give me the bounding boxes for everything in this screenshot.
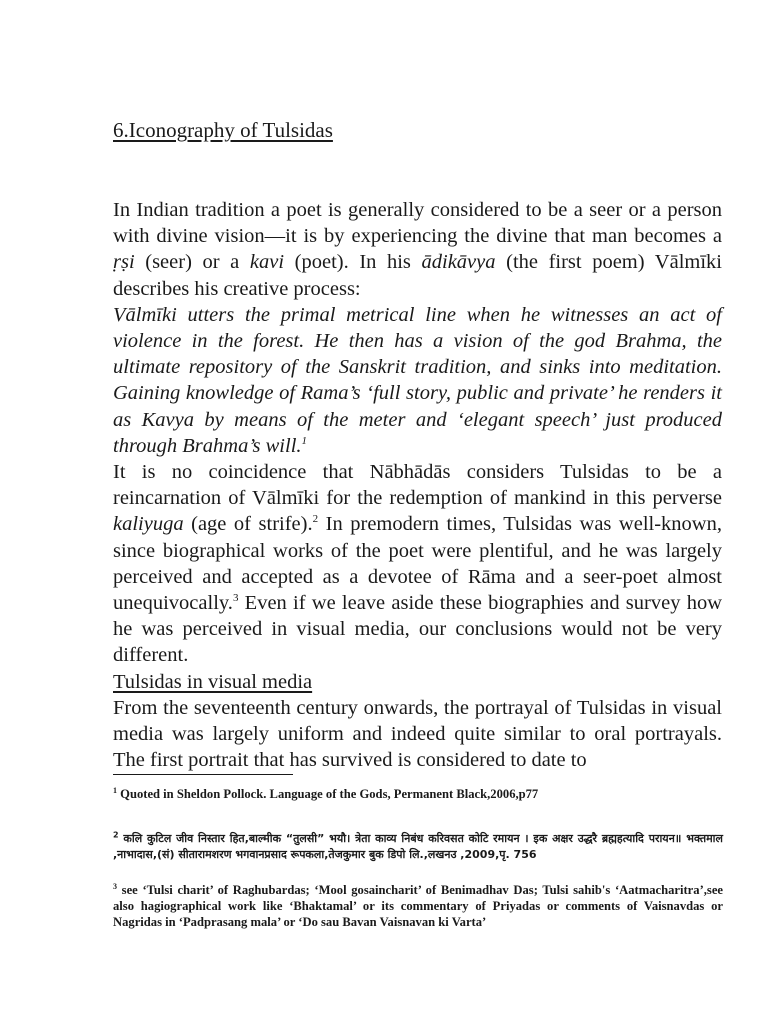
footnote-ref-3[interactable]: 3 bbox=[232, 592, 239, 605]
term-rsi: ṛṣi bbox=[113, 251, 135, 274]
footnote-text: see ‘Tulsi charit’ of Raghubardas; ‘Mool gosaincharit’ of Benimadhav Das; Tulsi sahib's ‘Aatmacharitra’,see also hagiographical work like ‘Bhaktamal’ or its commentary of Priyadas or comments of Vaisnavdas or Nagridas in ‘Padprasang mala’ or ‘Do sau Bavan Vaisnavan ki Varta’ bbox=[113, 883, 723, 929]
footnote-text: Quoted in Sheldon Pollock. Language of the Gods, Permanent Black,2006,p77 bbox=[117, 787, 539, 801]
footnote-text: कलि कुटिल जीव निस्तार हित,बाल्मीक “तुलसी” भयौ। त्रेता काव्य निबंध करिवसत कोटि रमायन । इक अक्षर उद्धरै ब्रह्महत्यादि परायन॥ भक्तमाल ,नाभादास,(सं) सीतारामशरण भगवानप्रसाद रूपकला,तेजकुमार बुक डिपो लि.,लखनउ ,2009,पृ. 756 bbox=[113, 832, 723, 861]
footnote-ref-2[interactable]: 2 bbox=[312, 513, 319, 526]
footnote-number: 2 bbox=[113, 830, 119, 840]
footnote-number: 3 bbox=[113, 881, 117, 891]
block-quote bbox=[113, 302, 722, 459]
visual-media-paragraph: From the seventeenth century onwards, the portrayal of Tulsidas in visual media was largely uniform and indeed quite similar to oral portrayals. The first portrait that has survived is considered to date to bbox=[113, 696, 722, 772]
coincidence-text-2: (age of strife). bbox=[183, 513, 313, 536]
intro-text-2: (seer) or a bbox=[134, 251, 250, 274]
body-text bbox=[113, 197, 722, 773]
section-heading: 6.Iconography of Tulsidas bbox=[113, 118, 333, 142]
subheading: Tulsidas in visual media bbox=[113, 670, 313, 693]
intro-text-4: (the first poem) Vālmīki describes his creative process: bbox=[113, 251, 722, 300]
coincidence-text-4: Even if we leave aside these biographies and survey how he was perceived in visual media, our conclusions would not be very different. bbox=[113, 592, 722, 667]
quote-text: Vālmīki utters the primal metrical line when he witnesses an act of violence in the forest. He then has a vision of the god Brahma, the ultimate repository of the Sanskrit tradition, and sinks into meditation. Gaining knowledge of Rama’s ‘full story, public and private’ he renders it as Kavya by means of the meter and ‘elegant speech’ just produced through Brahma’s will. bbox=[113, 303, 722, 457]
footnote-1 bbox=[113, 786, 723, 802]
term-kavi: kavi bbox=[249, 251, 285, 274]
coincidence-text-3: In premodern times, Tulsidas was well-known, since biographical works of the poet were plentiful, and he was largely perceived and accepted as a devotee of Rāma and a seer-poet almost unequivocally. bbox=[113, 513, 722, 615]
footnote-2 bbox=[113, 831, 723, 863]
footnote-number: 1 bbox=[113, 785, 117, 795]
intro-text-3: (poet). In his bbox=[284, 251, 422, 274]
coincidence-paragraph bbox=[113, 459, 722, 669]
footnote-separator bbox=[113, 774, 293, 775]
footnote-3 bbox=[113, 882, 723, 930]
term-adikavya: ādikāvya bbox=[421, 251, 496, 274]
footnote-ref-1[interactable]: 1 bbox=[301, 435, 308, 447]
coincidence-text-1: It is no coincidence that Nābhādās considers Tulsidas to be a reincarnation of Vālmīki for the redemption of mankind in this perverse bbox=[113, 461, 722, 510]
intro-text-1: In Indian tradition a poet is generally considered to be a seer or a person with divine vision—it is by experiencing the divine that man becomes a bbox=[113, 199, 722, 248]
intro-paragraph bbox=[113, 197, 722, 302]
term-kaliyuga: kaliyuga bbox=[113, 513, 184, 536]
